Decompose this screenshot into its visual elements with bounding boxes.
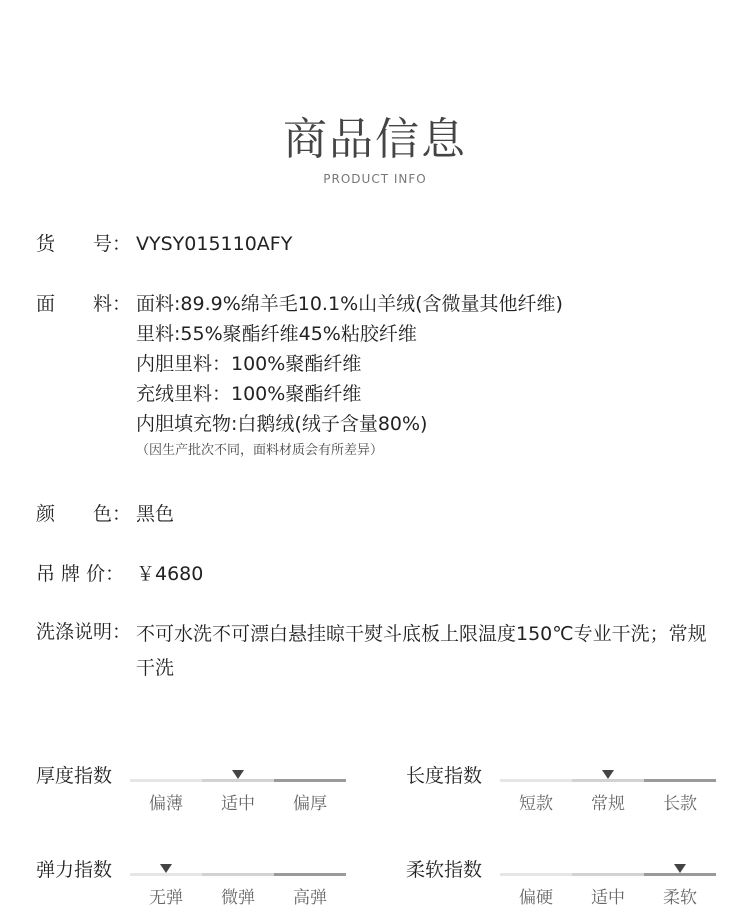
softness-option: 适中 — [591, 888, 625, 908]
fabric-line: 内胆里料：100%聚酯纤维 — [136, 353, 362, 375]
softness-index-bar — [500, 873, 716, 876]
length-option: 短款 — [519, 794, 553, 814]
softness-option: 柔软 — [663, 888, 697, 908]
bar-segment — [130, 873, 202, 876]
softness-marker-icon — [674, 864, 686, 873]
item-number-value: VYSY015110AFY — [136, 233, 293, 255]
elasticity-option: 无弹 — [149, 888, 183, 908]
fabric-label: 面 料： — [36, 293, 132, 315]
softness-index — [406, 858, 736, 918]
thickness-option: 偏薄 — [149, 794, 183, 814]
page-subtitle: PRODUCT INFO — [323, 172, 427, 186]
item-number-label: 货 号： — [36, 233, 132, 255]
fabric-value — [136, 289, 711, 463]
section-header — [0, 112, 750, 186]
fabric-line: 里料:55%聚酯纤维45%粘胶纤维 — [136, 323, 417, 345]
price-label: 吊 牌 价： — [36, 563, 125, 585]
bar-segment — [572, 779, 644, 782]
length-option: 常规 — [591, 794, 625, 814]
elasticity-index-bar — [130, 873, 346, 876]
care-label: 洗涤说明： — [36, 621, 132, 643]
bar-segment — [202, 779, 274, 782]
elasticity-option: 高弹 — [293, 888, 327, 908]
bar-segment — [500, 779, 572, 782]
thickness-index-bar — [130, 779, 346, 782]
length-index-label: 长度指数 — [406, 765, 483, 787]
bar-segment — [130, 779, 202, 782]
price-row — [36, 559, 726, 589]
price-value: ￥4680 — [136, 563, 204, 585]
care-value: 不可水洗不可漂白悬挂晾干熨斗底板上限温度150℃专业干洗；常规干洗 — [136, 623, 707, 679]
length-marker-icon — [602, 770, 614, 779]
bar-segment — [202, 873, 274, 876]
color-row — [36, 499, 726, 529]
length-index — [406, 764, 736, 824]
length-option: 长款 — [663, 794, 697, 814]
item-number-row — [36, 229, 726, 259]
color-label: 颜 色： — [36, 503, 132, 525]
elasticity-option: 微弹 — [221, 888, 255, 908]
thickness-index-label: 厚度指数 — [36, 765, 113, 787]
elasticity-marker-icon — [160, 864, 172, 873]
bar-segment — [274, 873, 346, 876]
thickness-option: 偏厚 — [293, 794, 327, 814]
fabric-line: 充绒里料：100%聚酯纤维 — [136, 383, 362, 405]
color-value: 黑色 — [136, 503, 175, 525]
fabric-line: 面料:89.9%绵羊毛10.1%山羊绒(含微量其他纤维) — [136, 293, 563, 315]
thickness-option: 适中 — [221, 794, 255, 814]
thickness-marker-icon — [232, 770, 244, 779]
page-title: 商品信息 — [283, 114, 467, 165]
softness-index-label: 柔软指数 — [406, 859, 483, 881]
thickness-index — [36, 764, 366, 824]
elasticity-index — [36, 858, 366, 918]
fabric-note: （因生产批次不同，面料材质会有所差异） — [136, 443, 384, 458]
bar-segment — [274, 779, 346, 782]
length-index-bar — [500, 779, 716, 782]
fabric-row — [36, 289, 726, 469]
bar-segment — [500, 873, 572, 876]
care-row — [36, 617, 726, 687]
bar-segment — [644, 873, 716, 876]
bar-segment — [644, 779, 716, 782]
bar-segment — [572, 873, 644, 876]
fabric-line: 内胆填充物:白鹅绒(绒子含量80%) — [136, 413, 428, 435]
elasticity-index-label: 弹力指数 — [36, 859, 113, 881]
softness-option: 偏硬 — [519, 888, 553, 908]
